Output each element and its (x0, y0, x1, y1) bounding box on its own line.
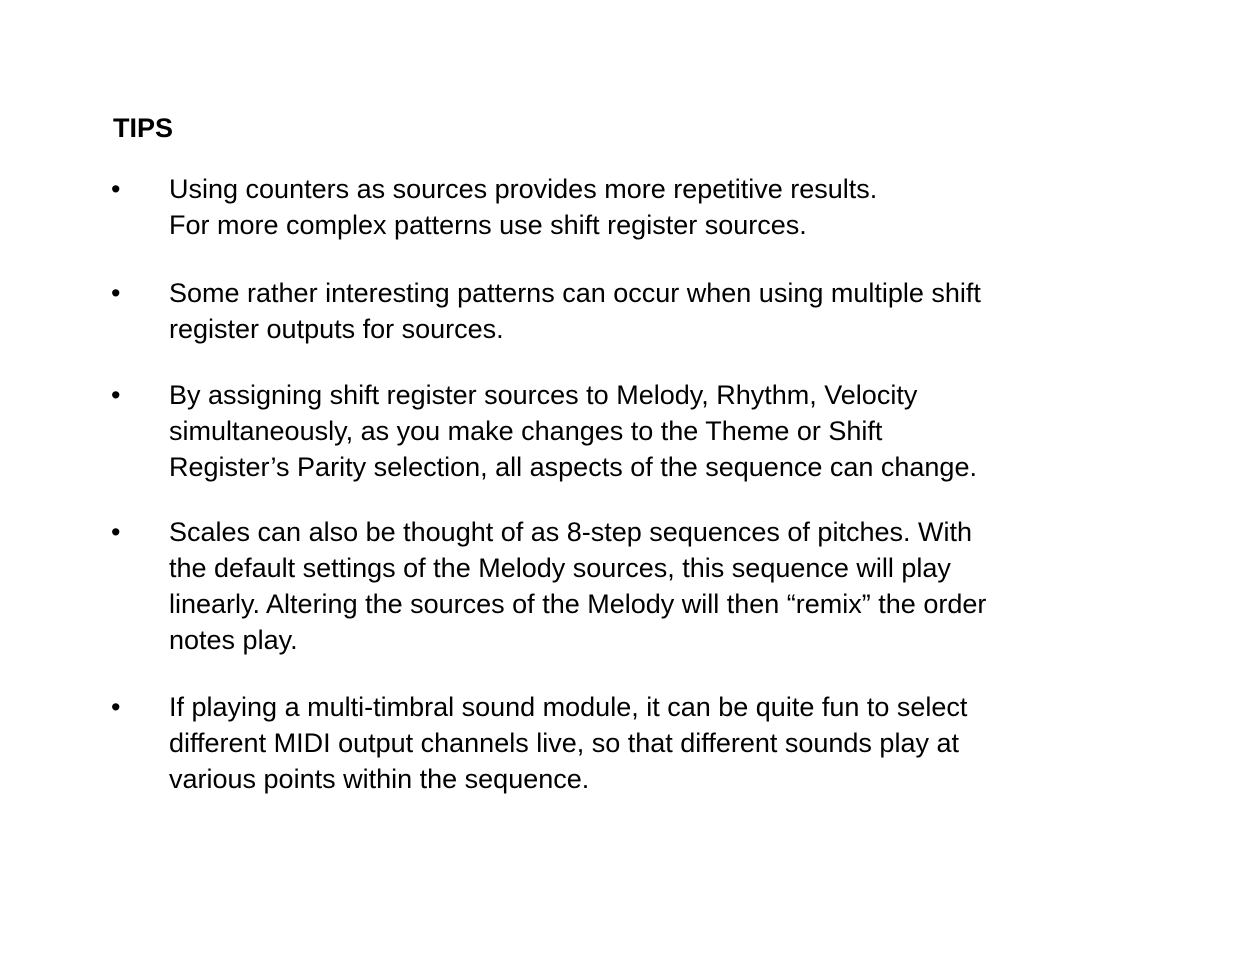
tip-text (169, 689, 1209, 797)
tip-line: simultaneously, as you make changes to the Theme or Shift (169, 416, 883, 446)
tip-line: notes play. (169, 625, 298, 655)
tip-line: Scales can also be thought of as 8-step sequences of pitches. With (169, 517, 972, 547)
bullet-icon: • (111, 174, 121, 204)
tip-line: By assigning shift register sources to Melody, Rhythm, Velocity (169, 380, 918, 410)
tip-line: linearly. Altering the sources of the Melody will then “remix” the order (169, 589, 987, 619)
bullet-icon: • (111, 380, 121, 410)
tip-line: Some rather interesting patterns can occur when using multiple shift (169, 278, 981, 308)
tip-line: Using counters as sources provides more repetitive results. (169, 174, 878, 204)
tip-line: Register’s Parity selection, all aspects of the sequence can change. (169, 452, 977, 482)
tip-line: For more complex patterns use shift register sources. (169, 210, 807, 240)
tip-text (169, 275, 1209, 347)
tip-text (169, 377, 1209, 485)
tip-line: various points within the sequence. (169, 764, 590, 794)
tip-text (169, 171, 1209, 243)
page-heading: TIPS (113, 113, 174, 143)
tip-line: the default settings of the Melody sources, this sequence will play (169, 553, 951, 583)
bullet-icon: • (111, 692, 121, 722)
tip-line: register outputs for sources. (169, 314, 504, 344)
tip-text (169, 514, 1209, 658)
tip-line: different MIDI output channels live, so that different sounds play at (169, 728, 959, 758)
bullet-icon: • (111, 278, 121, 308)
tip-line: If playing a multi-timbral sound module, it can be quite fun to select (169, 692, 968, 722)
bullet-icon: • (111, 517, 121, 547)
